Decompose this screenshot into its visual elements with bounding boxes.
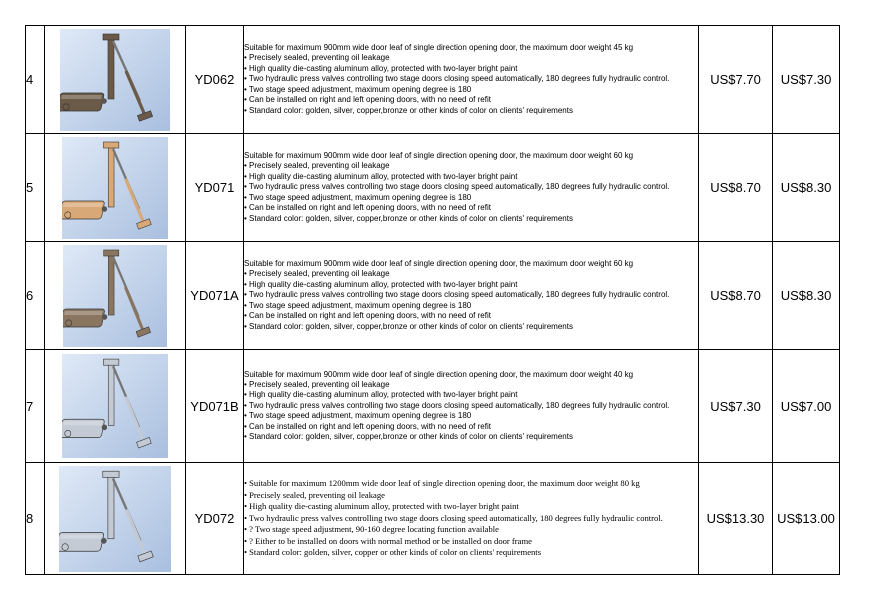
description-line: • High quality die-casting aluminum alloy, protected with two-layer bright paint bbox=[244, 63, 518, 73]
description-line: • Precisely sealed, preventing oil leakage bbox=[244, 53, 390, 63]
price-tier-2: US$8.30 bbox=[773, 134, 840, 242]
row-number: 8 bbox=[26, 463, 45, 575]
product-description bbox=[244, 463, 699, 575]
table-row bbox=[26, 134, 840, 242]
price-tier-1: US$13.30 bbox=[699, 463, 773, 575]
description-line: • Precisely sealed, preventing oil leakage bbox=[244, 269, 390, 279]
description-line: • Two hydraulic press valves controlling two stage doors closing speed automatically, 180 degrees fully hydraulic control. bbox=[244, 182, 670, 192]
product-description bbox=[244, 134, 699, 242]
description-line: • Can be installed on right and left opening doors, with no need of refit bbox=[244, 95, 491, 105]
door-closer-photo bbox=[45, 245, 185, 347]
door-closer-photo bbox=[45, 354, 185, 458]
door-closer-photo bbox=[45, 466, 185, 572]
description-line: • Two hydraulic press valves controlling two stage doors closing speed automatically, 180 degrees fully hydraulic control. bbox=[244, 400, 670, 410]
row-number: 4 bbox=[26, 26, 45, 134]
description-line: Suitable for maximum 900mm wide door leaf of single direction opening door, the maximum door weight 60 kg bbox=[244, 259, 634, 269]
product-photo-cell bbox=[45, 134, 186, 242]
price-tier-1: US$7.70 bbox=[699, 26, 773, 134]
description-line: • High quality die-casting aluminum alloy, protected with two-layer bright paint bbox=[244, 171, 518, 181]
description-line: • High quality die-casting aluminum alloy, protected with two-layer bright paint bbox=[244, 390, 518, 400]
product-photo-cell bbox=[45, 463, 186, 575]
model-number: YD062 bbox=[186, 26, 244, 134]
description-line: • High quality die-casting aluminum alloy, protected with two-layer bright paint bbox=[244, 501, 519, 512]
table-row bbox=[26, 350, 840, 463]
description-line: • ? Two stage speed adjustment, 90-160 degree locating function available bbox=[244, 524, 499, 535]
description-line: • Can be installed on right and left opening doors, with no need of refit bbox=[244, 311, 491, 321]
description-line: Suitable for maximum 900mm wide door leaf of single direction opening door, the maximum door weight 40 kg bbox=[244, 369, 634, 379]
price-tier-2: US$8.30 bbox=[773, 242, 840, 350]
description-line: • Two hydraulic press valves controlling two stage doors closing speed automatically, 180 degrees fully hydraulic control. bbox=[244, 74, 670, 84]
product-photo-cell bbox=[45, 242, 186, 350]
table-row bbox=[26, 242, 840, 350]
door-closer-photo-graphic bbox=[63, 245, 167, 347]
price-tier-1: US$8.70 bbox=[699, 242, 773, 350]
description-line: • Standard color: golden, silver, copper or other kinds of color on clients' requirements bbox=[244, 547, 542, 558]
product-description bbox=[244, 242, 699, 350]
description-line: • Two stage speed adjustment, maximum opening degree is 180 bbox=[244, 411, 472, 421]
price-tier-1: US$7.30 bbox=[699, 350, 773, 463]
price-tier-2: US$7.30 bbox=[773, 26, 840, 134]
door-closer-photo-graphic bbox=[59, 466, 171, 572]
description-line: Suitable for maximum 900mm wide door leaf of single direction opening door, the maximum door weight 45 kg bbox=[244, 43, 634, 53]
row-number: 6 bbox=[26, 242, 45, 350]
model-number: YD071A bbox=[186, 242, 244, 350]
row-number: 7 bbox=[26, 350, 45, 463]
model-number: YD071 bbox=[186, 134, 244, 242]
description-line: • Two stage speed adjustment, maximum opening degree is 180 bbox=[244, 192, 472, 202]
description-line: • ? Either to be installed on doors with normal method or be installed on door frame bbox=[244, 535, 532, 546]
description-line: • Can be installed on right and left opening doors, with no need of refit bbox=[244, 421, 491, 431]
description-line: • Precisely sealed, preventing oil leakage bbox=[244, 161, 390, 171]
description-line: • Precisely sealed, preventing oil leakage bbox=[244, 379, 390, 389]
description-line: • Standard color: golden, silver, copper,bronze or other kinds of color on clients' requirements bbox=[244, 213, 573, 223]
door-closer-photo-graphic bbox=[62, 354, 168, 458]
door-closer-photo bbox=[45, 137, 185, 239]
door-closer-photo bbox=[45, 29, 185, 131]
description-line: • Can be installed on right and left opening doors, with no need of refit bbox=[244, 203, 491, 213]
product-catalog-table bbox=[25, 25, 840, 575]
description-line: • High quality die-casting aluminum alloy, protected with two-layer bright paint bbox=[244, 279, 518, 289]
description-line: • Two stage speed adjustment, maximum opening degree is 180 bbox=[244, 84, 472, 94]
product-description bbox=[244, 350, 699, 463]
price-tier-2: US$7.00 bbox=[773, 350, 840, 463]
product-photo-cell bbox=[45, 350, 186, 463]
description-line: • Precisely sealed, preventing oil leakage bbox=[244, 489, 385, 500]
description-line: • Suitable for maximum 1200mm wide door leaf of single direction opening door, the maximum door weight 80 kg bbox=[244, 477, 640, 488]
table-row bbox=[26, 26, 840, 134]
description-line: • Two hydraulic press valves controlling two stage doors closing speed automatically, 180 degrees fully hydraulic control. bbox=[244, 512, 663, 523]
description-line: • Standard color: golden, silver, copper,bronze or other kinds of color on clients' requirements bbox=[244, 321, 573, 331]
door-closer-photo-graphic bbox=[60, 29, 170, 131]
price-tier-2: US$13.00 bbox=[773, 463, 840, 575]
table-row bbox=[26, 463, 840, 575]
door-closer-photo-graphic bbox=[62, 137, 168, 239]
description-line: • Standard color: golden, silver, copper,bronze or other kinds of color on clients' requirements bbox=[244, 432, 573, 442]
description-line: Suitable for maximum 900mm wide door leaf of single direction opening door, the maximum door weight 60 kg bbox=[244, 151, 634, 161]
model-number: YD071B bbox=[186, 350, 244, 463]
product-description bbox=[244, 26, 699, 134]
description-line: • Standard color: golden, silver, copper,bronze or other kinds of color on clients' requirements bbox=[244, 105, 573, 115]
description-line: • Two hydraulic press valves controlling two stage doors closing speed automatically, 180 degrees fully hydraulic control. bbox=[244, 290, 670, 300]
row-number: 5 bbox=[26, 134, 45, 242]
model-number: YD072 bbox=[186, 463, 244, 575]
product-photo-cell bbox=[45, 26, 186, 134]
description-line: • Two stage speed adjustment, maximum opening degree is 180 bbox=[244, 300, 472, 310]
price-tier-1: US$8.70 bbox=[699, 134, 773, 242]
